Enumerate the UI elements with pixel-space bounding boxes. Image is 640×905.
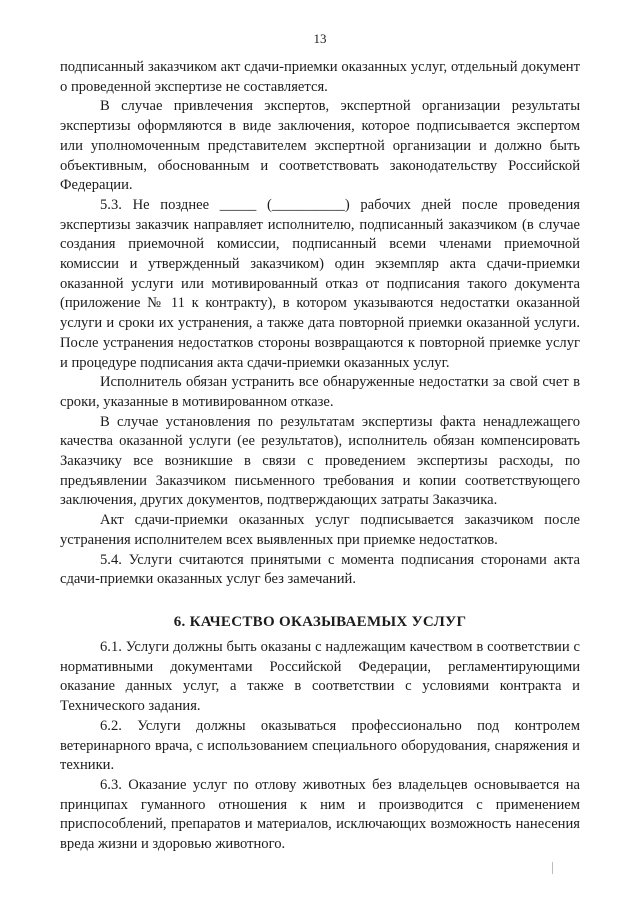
paragraph-continuation: подписанный заказчиком акт сдачи-приемки оказанных услуг, отдельный документ о проведенной экспертизе не составляется. <box>60 59 580 95</box>
page-number: 13 <box>313 31 327 46</box>
paragraph-experts: В случае привлечения экспертов, экспертной организации результаты экспертизы оформляются в виде заключения, которое подписывается экспертом или уполномоченным представителем экспертной организации и должно быть объективным, обоснованным и соответствовать законодательству Российской Федерации. <box>60 98 580 194</box>
paragraph-6-3: 6.3. Оказание услуг по отлову животных без владельцев основывается на принципах гуманного отношения к ним и производится с применением приспособлений, препаратов и материалов, исключающих возможность нанесения вреда жизни и здоровью животного. <box>60 776 580 853</box>
paragraph-6-2: 6.2. Услуги должны оказываться профессионально под контролем ветеринарного врача, с использованием специального оборудования, снаряжения и техники. <box>60 717 580 774</box>
paragraph-act-signing: Акт сдачи-приемки оказанных услуг подписывается заказчиком после устранения исполнителем всех выявленных при приемке недостатков. <box>60 512 580 548</box>
scan-artifact <box>552 862 553 874</box>
paragraph-contractor-obligation: Исполнитель обязан устранить все обнаруженные недостатки за свой счет в сроки, указанные в мотивированном отказе. <box>60 374 580 410</box>
section-heading-quality: 6. КАЧЕСТВО ОКАЗЫВАЕМЫХ УСЛУГ <box>173 613 467 630</box>
paragraph-5-3: 5.3. Не позднее _____ (__________) рабочих дней после проведения экспертизы заказчик направляет исполнителю, подписанный заказчиком (в случае создания приемочной комиссии, подписанный всеми членами приемочной комиссии и утвержденный заказчиком) один экземпляр акта сдачи-приемки оказанной услуги или мотивированный отказ от подписания такого документа (приложение № 11 к контракту), в котором указываются недостатки оказанной услуги и сроки их устранения, а также дата повторной приемки оказанной услуги. После устранения недостатков стороны возвращаются к повторной приемке услуг и процедуре подписания акта сдачи-приемки оказанных услуг. <box>60 196 580 371</box>
paragraph-6-1: 6.1. Услуги должны быть оказаны с надлежащим качеством в соответствии с нормативными документами Российской Федерации, регламентирующими оказание данных услуг, а также в соответствии с условиями контракта и Технического задания. <box>60 638 580 715</box>
document-body <box>60 58 580 855</box>
paragraph-expertise-compensation: В случае установления по результатам экспертизы факта ненадлежащего качества оказанной услуги (ее результатов), исполнитель обязан компенсировать Заказчику все возникшие в связи с проведением экспертизы расходы, по предъявлении Заказчиком письменного требования и копии соответствующего заключения, других документов, подтверждающих затраты Заказчика. <box>60 413 580 509</box>
paragraph-5-4: 5.4. Услуги считаются принятыми с момента подписания сторонами акта сдачи-приемки оказанных услуг без замечаний. <box>60 551 580 588</box>
